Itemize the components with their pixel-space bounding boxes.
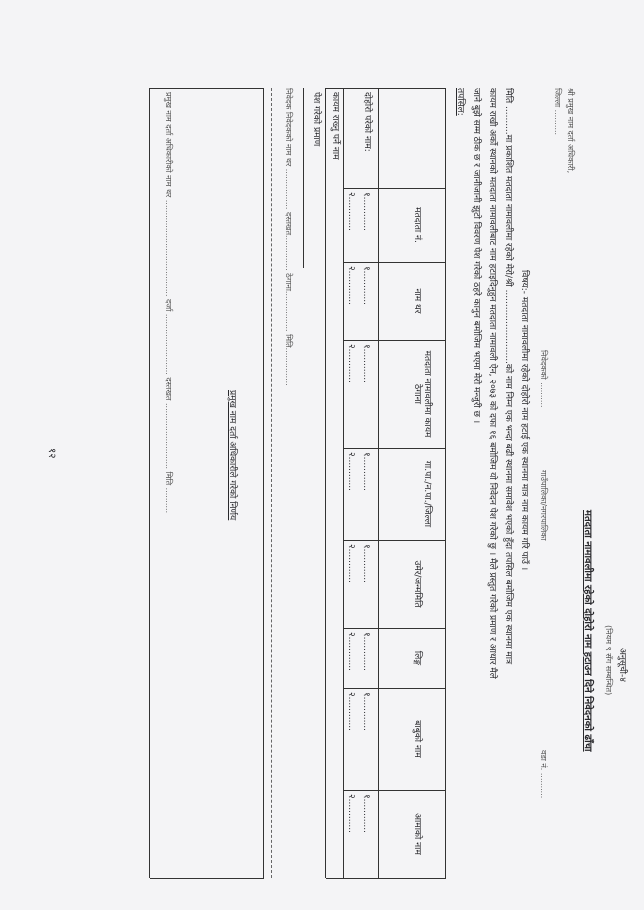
row-label-keep: कायम राख्नु पर्ने नाम [330,92,340,160]
entry-1: १............ [361,632,371,672]
body-line-3: जाने बुझे सम्म ठीक छ र जानीजानी झुटो विवरण पेश गरेको ठहरे कानुन बमोजिम भएमा मेरो मन्जुरी छ । [471,88,481,424]
applicant-line: निवेदकको .......... [539,350,548,408]
entry-2: २............ [346,544,356,584]
rule-reference: (नियम ९ सँग सम्बन्धित) [604,625,613,696]
municipality-line: गाउँपालिका/नगरपालिका [539,470,548,541]
entry-1: १............ [361,344,371,384]
entry-2: २............ [346,344,356,384]
col-header-voter-no: मतदाता नं. [412,207,422,243]
proof-label: पेश गरेको प्रमाण [311,92,321,147]
ward-line: वडा नं. .......... [539,750,548,799]
entry-2: २............ [346,192,356,232]
entry-2: २............ [346,266,356,306]
entry-2: २............ [346,632,356,672]
entry-1: १............ [361,452,371,492]
applicant-signature-line: निवेदक निवेदकको नाम थर ................ दस्तखत.............. ठेगाना................ मिति............... [284,88,293,386]
entry-2: २............ [346,452,356,492]
entry-1: १............ [361,192,371,232]
tapsil-label: तपसिल: [455,88,465,116]
body-line-1: मिति ..........मा प्रकाशित मतदाता नामावलीमा रहेको मेरो/श्री ..........................को नाम निम्न एक भन्दा बढी स्थानमा समावेश भएको हुँदा तपसिल बमोजिम एक स्थानमा मात्र [503,88,513,665]
annex-label: अनुसूची-४ [617,648,627,682]
entry-2: २............ [346,794,356,834]
col-header-address: मतदाता नामावलीमा कायम ठेगाना [411,350,432,438]
form-title: मतदाता नामावलीमा रहेको दोहोरो नाम हटाउन दिने निवेदनको ढाँचा [582,510,593,752]
entry-1: १............ [361,266,371,306]
body-line-2: कायम राखी अर्को स्थानको मतदाता नामावलीबाट नाम हटाइदिनुहुन मतदाता नामावली ऐन, २०७३ को दफा १६ बमोजिम यो निवेदन पेश गरेको छु । मैले प्रस्तुत गरेको प्रमाण र आधार मैले [487,88,497,679]
col-header-gender: लिङ्ग [412,650,422,666]
entry-1: १............ [361,544,371,584]
entry-1: १............ [361,794,371,834]
officer-signature-line: प्रमुख नाम दर्ता अधिकारीको नाम थर ...................................... दर्जा ........................ दस्तखत .......................... मिति .......... [164,92,173,514]
col-header-mother: आमाको नाम [412,813,422,855]
page-number: १२ [46,448,57,459]
entry-2: २............ [346,692,356,732]
col-header-name: नाम थर [412,288,422,314]
entry-1: १............ [361,692,371,732]
col-header-father: बाबुको नाम [412,720,422,758]
subject-line: विषय:- मतदाता नामावलीमा रहेको दोहोरो नाम हटाई एक स्थानमा मात्र नाम कायम गरि पाउँ । [519,270,529,571]
row-label-duplicate: दोहोरो परेको नाम: [362,92,372,152]
to-line: श्री प्रमुख नाम दर्ता अधिकारी, [566,88,575,174]
col-header-municipality: गा.पा./न.पा./जिल्ला [422,460,432,528]
col-header-age: उमेर/जन्ममिति [412,560,422,608]
district-line: जिल्ला .......... [553,88,562,136]
officer-decision-title: प्रमुख नाम दर्ता अधिकारीले गरेको निर्णय [227,390,237,521]
